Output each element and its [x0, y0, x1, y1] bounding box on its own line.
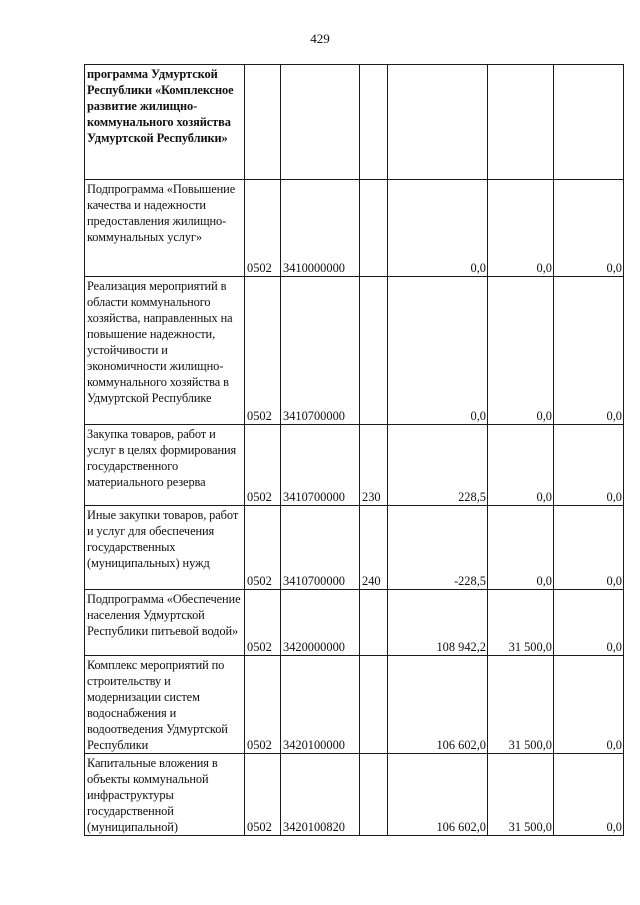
section-code: 0502 [245, 590, 281, 656]
section-code [245, 65, 281, 180]
amount-1: 106 602,0 [388, 656, 488, 754]
section-code: 0502 [245, 425, 281, 506]
table-row [85, 425, 624, 506]
row-name: Подпрограмма «Обеспечение населения Удмуртской Республики питьевой водой» [85, 590, 245, 656]
amount-2: 0,0 [488, 277, 554, 425]
amount-3: 0,0 [554, 180, 624, 277]
amount-1: 106 602,0 [388, 754, 488, 836]
amount-2: 31 500,0 [488, 656, 554, 754]
expense-type-code [360, 590, 388, 656]
expense-type-code: 230 [360, 425, 388, 506]
expense-type-code [360, 656, 388, 754]
row-name: Закупка товаров, работ и услуг в целях формирования государственного материального резерва [85, 425, 245, 506]
expense-type-code: 240 [360, 506, 388, 590]
target-article-code: 3420100820 [281, 754, 360, 836]
page-number: 429 [310, 31, 330, 46]
target-article-code [281, 65, 360, 180]
budget-table [84, 64, 624, 836]
amount-3: 0,0 [554, 277, 624, 425]
row-name: Реализация мероприятий в области коммунального хозяйства, направленных на повышение надежности, устойчивости и экономичности жилищно-коммунального хозяйства в Удмуртской Республике [85, 277, 245, 425]
target-article-code: 3410700000 [281, 425, 360, 506]
target-article-code: 3410700000 [281, 506, 360, 590]
section-code: 0502 [245, 180, 281, 277]
target-article-code: 3410000000 [281, 180, 360, 277]
amount-3: 0,0 [554, 506, 624, 590]
target-article-code: 3420000000 [281, 590, 360, 656]
amount-3: 0,0 [554, 656, 624, 754]
target-article-code: 3410700000 [281, 277, 360, 425]
amount-1 [388, 65, 488, 180]
amount-3: 0,0 [554, 754, 624, 836]
amount-1: 228,5 [388, 425, 488, 506]
expense-type-code [360, 277, 388, 425]
table-row [85, 506, 624, 590]
amount-2: 0,0 [488, 180, 554, 277]
amount-1: 0,0 [388, 180, 488, 277]
amount-2: 0,0 [488, 506, 554, 590]
expense-type-code [360, 754, 388, 836]
row-name: программа Удмуртской Республики «Комплексное развитие жилищно-коммунального хозяйства Удмуртской Республики» [85, 65, 245, 180]
section-code: 0502 [245, 506, 281, 590]
amount-2: 31 500,0 [488, 590, 554, 656]
table-row [85, 656, 624, 754]
row-name: Капитальные вложения в объекты коммунальной инфраструктуры государственной (муниципальной) [85, 754, 245, 836]
table-row [85, 180, 624, 277]
amount-1: 108 942,2 [388, 590, 488, 656]
row-name: Подпрограмма «Повышение качества и надежности предоставления жилищно-коммунальных услуг» [85, 180, 245, 277]
table-row [85, 590, 624, 656]
target-article-code: 3420100000 [281, 656, 360, 754]
table-row [85, 277, 624, 425]
expense-type-code [360, 180, 388, 277]
section-code: 0502 [245, 656, 281, 754]
amount-3: 0,0 [554, 590, 624, 656]
amount-3: 0,0 [554, 425, 624, 506]
amount-1: 0,0 [388, 277, 488, 425]
amount-2: 31 500,0 [488, 754, 554, 836]
table-row [85, 65, 624, 180]
row-name: Иные закупки товаров, работ и услуг для обеспечения государственных (муниципальных) нужд [85, 506, 245, 590]
amount-2: 0,0 [488, 425, 554, 506]
section-code: 0502 [245, 754, 281, 836]
amount-2 [488, 65, 554, 180]
section-code: 0502 [245, 277, 281, 425]
expense-type-code [360, 65, 388, 180]
amount-1: -228,5 [388, 506, 488, 590]
row-name: Комплекс мероприятий по строительству и модернизации систем водоснабжения и водоотведения Удмуртской Республики [85, 656, 245, 754]
amount-3 [554, 65, 624, 180]
table-row [85, 754, 624, 836]
